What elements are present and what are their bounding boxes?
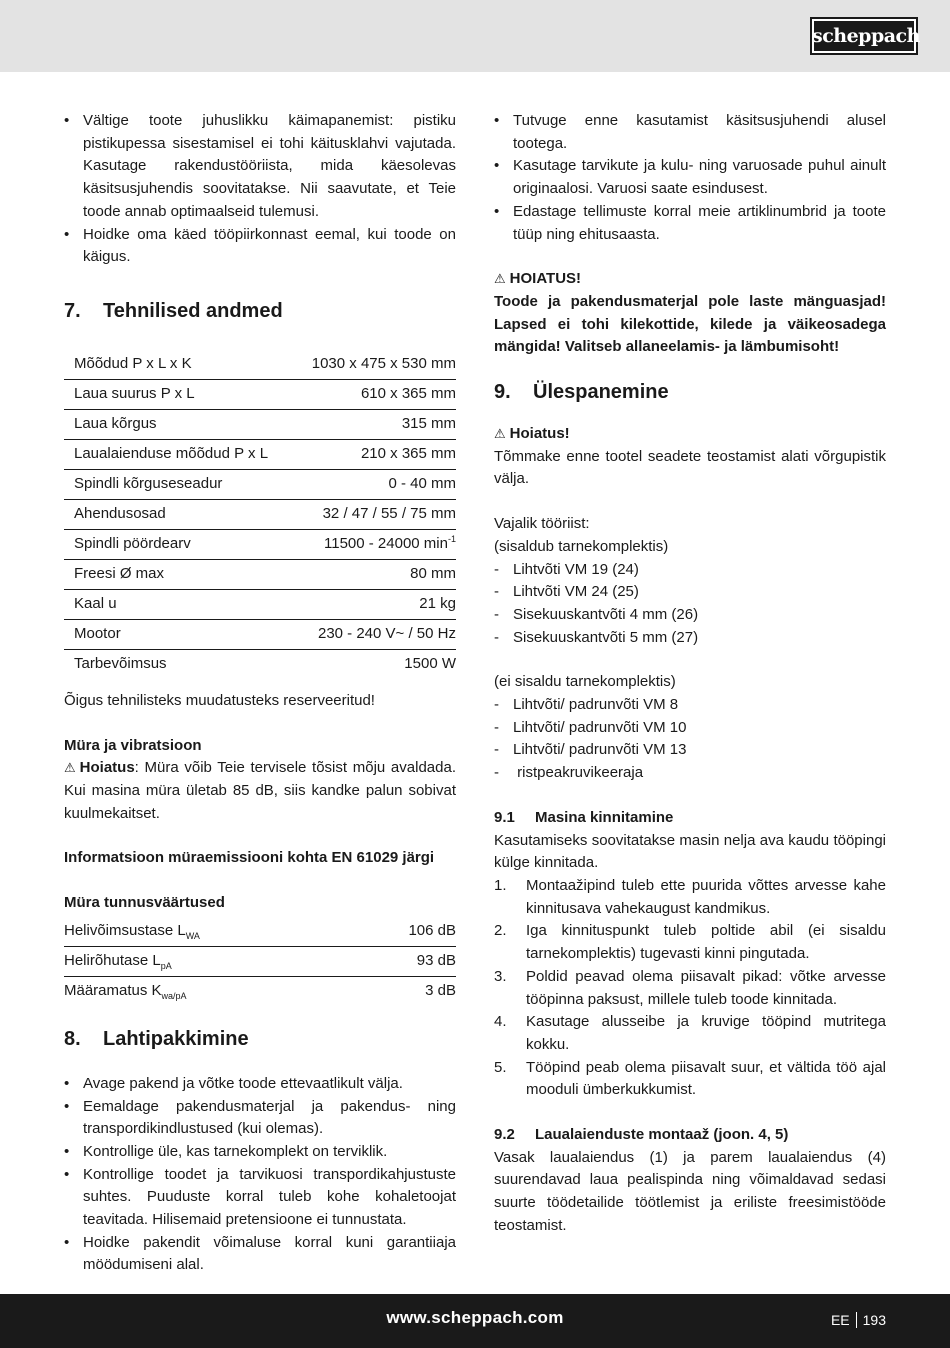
noise-heading: Müra ja vibratsioon xyxy=(64,736,202,754)
tools-excluded-list xyxy=(494,694,886,785)
list-item: - Lihtvõti/ padrunvõti VM 8 xyxy=(494,694,886,717)
left-column xyxy=(64,110,456,1277)
section-9-2-heading: 9.2 Laualaienduste montaaž (joon. 4, 5) xyxy=(494,1126,789,1144)
table-row: Laualaienduse mõõdud P x L 210 x 365 mm xyxy=(64,439,456,469)
noise-warning: ⚠ Hoiatus: Müra võib Teie tervisele tõsist mõju avaldada. Kui masina müra ületab 85 dB, siis kandke palun sobivat kuulmekaitset. xyxy=(64,759,456,822)
table-row: Tarbevõimsus 1500 W xyxy=(74,655,456,673)
list-item: • Hoidke oma käed tööpiirkonnast eemal, kui toode on käigus. xyxy=(64,224,456,269)
tools-included-note: (sisaldub tarnekomplektis) xyxy=(494,537,669,555)
warning-text: Toode ja pakendusmaterjal pole laste mänguasjad! Lapsed ei tohi kilekottide, kilede ja väikeosadega mängida! Valitseb allaneelamis- ja lämbumisoht! xyxy=(494,292,886,356)
list-item: - ristpeakruvikeeraja xyxy=(494,762,886,785)
table-row: Mootor 230 - 240 V~ / 50 Hz xyxy=(64,619,456,649)
brand-logo: scheppach xyxy=(810,17,918,55)
warning-triangle-icon: ⚠ xyxy=(494,426,506,442)
list-item: • Vältige toote juhuslikku käimapanemist: pistiku pistikupessa sisestamisel ei tohi käitusklahvi vajutada. Kasutage rakendustööriista, mida käesolevas käsitsusjuhendis soovitatakse. Nii saavutate, et Teie toode annab optimaalseid tulemusi. xyxy=(64,110,456,224)
header-bar xyxy=(0,0,950,72)
table-row: Spindli pöördearv 11500 - 24000 $\min^{-1}$ xyxy=(64,529,456,559)
website-link[interactable]: www.scheppach.com xyxy=(386,1308,564,1327)
hoiatus-title: ⚠ Hoiatus! xyxy=(494,423,886,446)
list-item: - Lihtvõti VM 19 (24) xyxy=(494,559,886,582)
table-row: Spindli kõrguseseadur 0 - 40 mm xyxy=(64,469,456,499)
table-row: Kaal u 21 kg xyxy=(64,589,456,619)
table-row: Helirõhutase $L_{pA}$ 93 dB xyxy=(64,946,456,976)
list-item: 1. Montaažipind tuleb ette puurida võttes arvesse kahe kinnitusava vahekaugust kandmikus. xyxy=(494,876,886,917)
list-item: • Kontrollige üle, kas tarnekomplekt on terviklik. xyxy=(64,1141,456,1164)
section-8-heading: 8. Lahtipakkimine xyxy=(64,1027,249,1050)
list-item: • Eemaldage pakendusmaterjal ja pakendus- ning transpordikindlustused (kui olemas). xyxy=(64,1096,456,1141)
mounting-steps-list xyxy=(494,875,886,1102)
list-item: • Kontrollige toodet ja tarvikuosi transpordikahjustuste suhtes. Puuduste korral tuleb kohe kohaletoojat teavitada. Hilisemaid pretensioone ei tunnustata. xyxy=(64,1164,456,1232)
tools-heading: Vajalik tööriist: xyxy=(494,515,590,533)
section-9-1-text: Kasutamiseks soovitatakse masin nelja ava kaudu tööpingi külge kinnitada. xyxy=(494,831,886,872)
tools-excluded-note: (ei sisaldu tarnekomplektis) xyxy=(494,673,676,691)
table-row: Laua kõrgus 315 mm xyxy=(64,409,456,439)
table-row: Määramatus $K_{wa/pA}$ 3 dB xyxy=(64,981,456,1001)
section-9-1-heading: 9.1 Masina kinnitamine xyxy=(494,808,674,826)
table-row: Helivõimsustase $L_{WA}$ 106 dB xyxy=(64,917,456,947)
emission-heading: Informatsioon müraemissiooni kohta EN 61029 järgi xyxy=(64,849,435,867)
list-item: - Sisekuuskantvõti 5 mm (27) xyxy=(494,627,886,650)
list-item: - Lihtvõti/ padrunvõti VM 13 xyxy=(494,739,886,762)
list-item: 4. Kasutage alusseibe ja kruvige tööpind mutritega kokku. xyxy=(494,1013,886,1053)
list-item: • Avage pakend ja võtke toode ettevaatlikult välja. xyxy=(64,1073,456,1096)
warning-triangle-icon: ⚠ xyxy=(64,760,76,776)
section-9-2-text: Vasak laualaiendus (1) ja parem laualaiendus (4) suurendavad laua pealispinda ning võimaldavad sedasi suurte töödetailide töötlemist ja eriliste freesimistööde teostamist. xyxy=(494,1148,886,1234)
list-item: • Edastage tellimuste korral meie artiklinumbrid ja toote tüüp ning ehitusaasta. xyxy=(494,201,886,246)
intro-bullet-list xyxy=(64,110,456,269)
table-row: Laua suurus P x L 610 x 365 mm xyxy=(64,379,456,409)
list-item: - Sisekuuskantvõti 4 mm (26) xyxy=(494,604,886,627)
warning-title: ⚠ HOIATUS! xyxy=(494,268,886,291)
hoiatus-text: Tõmmake enne tootel seadete teostamist alati võrgupistik välja. xyxy=(494,447,886,488)
list-item: • Hoidke pakendit võimaluse korral kuni garantiiaja möödumiseni alal. xyxy=(64,1232,456,1277)
list-item: 5. Tööpind peab olema piisavalt suur, et vältida töö ajal mooduli ümberkukkumist. xyxy=(494,1058,886,1099)
list-item: 3. Poldid peavad olema piisavalt pikad: võtke arvesse tööpinna paksust, millele tuleb toode kinnitada. xyxy=(494,967,886,1008)
list-item: • Kasutage tarvikute ja kulu- ning varuosade puhul ainult originaalosi. Varuosi saate esindusest. xyxy=(494,155,886,200)
list-item: • Tutvuge enne kasutamist käsitsusjuhendi alusel tootega. xyxy=(494,110,886,155)
intro-bullet-list xyxy=(494,110,886,246)
list-item: 2. Iga kinnituspunkt tuleb poltide abil (ei sisaldu tarnekomplektis) tugevasti kinni pingutada. xyxy=(494,922,886,963)
noise-table xyxy=(64,917,456,1006)
separator xyxy=(856,1312,857,1328)
noise-values-heading: Müra tunnusväärtused xyxy=(64,894,225,912)
page-number: EE 193 xyxy=(830,1312,886,1328)
right-column xyxy=(494,110,886,1238)
section-9-heading: 9. Ülespanemine xyxy=(494,381,669,404)
unpack-bullet-list xyxy=(64,1073,456,1277)
list-item: - Lihtvõti/ padrunvõti VM 10 xyxy=(494,717,886,740)
table-row: Freesi Ø max 80 mm xyxy=(64,559,456,589)
table-row: Ahendusosad 32 / 47 / 55 / 75 mm xyxy=(64,499,456,529)
table-row: Mõõdud P x L x K 1030 x 475 x 530 mm xyxy=(64,350,456,380)
spec-table xyxy=(64,350,456,679)
warning-triangle-icon: ⚠ xyxy=(494,271,506,287)
section-7-heading: 7. Tehnilised andmed xyxy=(64,299,283,322)
footer-bar xyxy=(0,1294,950,1348)
tools-included-list xyxy=(494,559,886,650)
reserve-note: Õigus tehnilisteks muudatusteks reserveeritud! xyxy=(64,691,375,709)
list-item: - Lihtvõti VM 24 (25) xyxy=(494,581,886,604)
